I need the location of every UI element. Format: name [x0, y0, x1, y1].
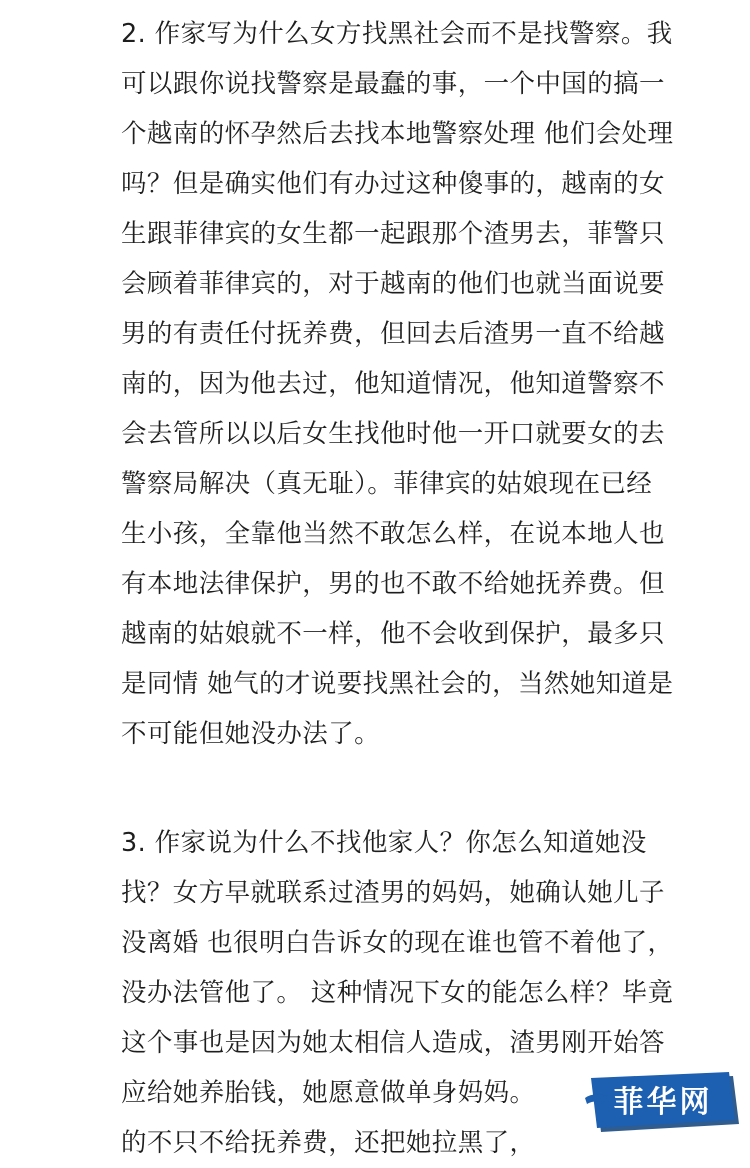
paragraph-line: 会顾着菲律宾的，对于越南的他们也就当面说要 — [121, 269, 665, 299]
paragraph-line: 没离婚 也很明白告诉女的现在谁也管不着他了， — [121, 928, 674, 958]
article-body — [121, 9, 721, 1168]
paragraph-line: 南的，因为他去过，他知道情况，他知道警察不 — [121, 369, 665, 399]
paragraph-line: 应给她养胎钱，她愿意做单身妈妈。 — [121, 1078, 536, 1108]
paragraph-line: 生小孩，全靠他当然不敢怎么样，在说本地人也 — [121, 519, 665, 549]
paragraph-line: 个越南的怀孕然后去找本地警察处理 他们会处理 — [121, 119, 674, 149]
paragraph-line: 越南的姑娘就不一样，他不会收到保护，最多只 — [121, 619, 665, 649]
paragraph-line: 警察局解决（真无耻）。菲律宾的姑娘现在已经 — [121, 469, 653, 499]
paragraph-line: 没办法管他了。 这种情况下女的能怎么样？毕竟 — [121, 978, 674, 1008]
paragraph-line: 的不只不给抚养费，还把她拉黑了， — [121, 1128, 536, 1158]
paragraph-line: 生跟菲律宾的女生都一起跟那个渣男去，菲警只 — [121, 219, 665, 249]
paragraph-gap — [121, 759, 721, 818]
paragraph-line: 不可能但她没办法了。 — [121, 719, 381, 749]
paragraph-line: 找？女方早就联系过渣男的妈妈，她确认她儿子 — [121, 878, 665, 908]
paragraph-line: 会去管所以以后女生找他时他一开口就要女的去 — [121, 419, 665, 449]
paragraph-line: 这个事也是因为她太相信人造成，渣男刚开始答 — [121, 1028, 665, 1058]
paragraph-line: 男的有责任付抚养费，但回去后渣男一直不给越 — [121, 319, 665, 349]
paragraph-line: 3. 作家说为什么不找他家人？你怎么知道她没 — [121, 828, 647, 858]
paragraph-line: 可以跟你说找警察是最蠢的事，一个中国的搞一 — [121, 69, 665, 99]
paragraph-line: 2. 作家写为什么女方找黑社会而不是找警察。我 — [121, 19, 673, 49]
watermark-text: 菲华网 — [613, 1085, 713, 1120]
site-watermark-logo — [583, 1068, 741, 1138]
paragraph-line: 有本地法律保护，男的也不敢不给她抚养费。但 — [121, 569, 665, 599]
paragraph-2 — [121, 9, 721, 759]
paragraph-line: 是同情 她气的才说要找黑社会的，当然她知道是 — [121, 669, 674, 699]
paragraph-line: 吗？但是确实他们有办过这种傻事的，越南的女 — [121, 169, 665, 199]
